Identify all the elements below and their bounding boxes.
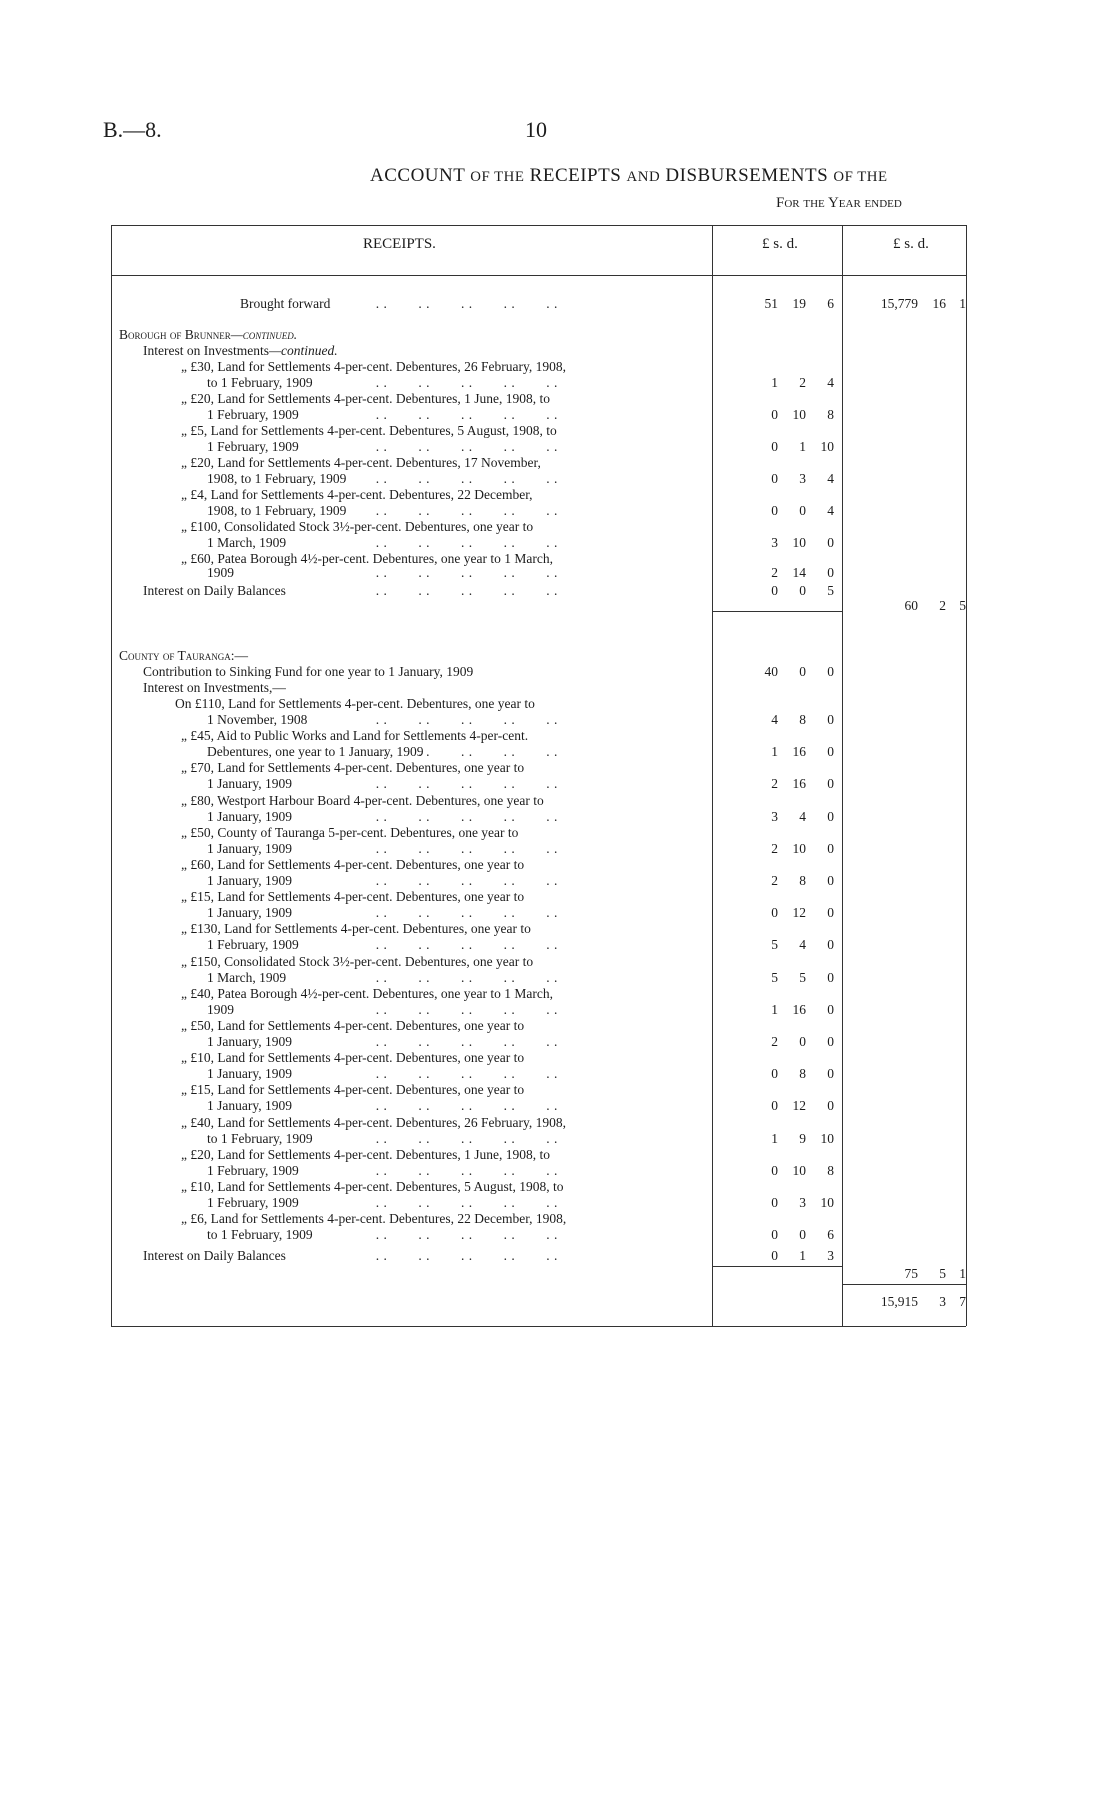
dot-leaders: . . . . . . . . . .: [368, 937, 558, 953]
pounds-value: 2: [771, 873, 778, 888]
shillings-value: 1: [799, 439, 806, 454]
investment-period: 1 January, 1909: [207, 1066, 292, 1082]
pounds-value: 2: [771, 1034, 778, 1049]
dot-leaders: . . . . . . . . . .: [368, 1227, 558, 1243]
dot-leaders: . . . . . . . . . .: [368, 503, 558, 518]
heading-and: AND: [626, 169, 661, 185]
amount-column-header: £ s. d.: [762, 236, 798, 252]
pence-value: 0: [827, 712, 834, 727]
header-rule: [111, 275, 966, 276]
shillings-value: 0: [799, 664, 806, 679]
shillings-value: 0: [799, 503, 806, 518]
brunner-item-line2: [0, 565, 1114, 581]
investment-period: 1 February, 1909: [207, 1162, 299, 1178]
shillings-value: 0: [799, 1034, 806, 1049]
pounds-value: 0: [771, 1195, 778, 1210]
tauranga-sinking-row: [0, 664, 1114, 680]
dot-leaders: . . . . . . . . . .: [368, 808, 558, 824]
brunner-interest-heading-row: [0, 343, 1114, 359]
tauranga-item-line1: [0, 921, 1114, 937]
dot-leaders: . . . . . . . . . .: [368, 1162, 558, 1178]
dot-leaders: . . . . . . . . . .: [368, 905, 558, 921]
brunner-item-line2: [0, 439, 1114, 455]
dot-leaders: . . . . . . . . . .: [368, 840, 558, 856]
investment-description: „ £6, Land for Settlements 4-per-cent. Debentures, 22 December, 1908,: [181, 1211, 567, 1227]
pence-value: 1: [959, 296, 966, 311]
shillings-value: 0: [799, 583, 806, 598]
pounds-value: 51: [764, 296, 778, 311]
tauranga-daily-row: [0, 1248, 1114, 1264]
investment-description: „ £5, Land for Settlements 4-per-cent. Debentures, 5 August, 1908, to: [181, 423, 557, 438]
pounds-value: 60: [904, 598, 918, 613]
investment-period: 1 January, 1909: [207, 808, 292, 824]
investment-period: 1 November, 1908: [207, 712, 308, 727]
dot-leaders: . . . . . . . . . .: [368, 712, 558, 727]
pounds-value: 0: [771, 439, 778, 454]
tauranga-item-line2: [0, 873, 1114, 889]
investment-description: „ £60, Land for Settlements 4-per-cent. Debentures, one year to: [181, 857, 525, 872]
dot-leaders: . . . . . . . . . .: [368, 565, 558, 580]
tauranga-item-line1: [0, 986, 1114, 1002]
tauranga-item-line2: [0, 1034, 1114, 1050]
pence-value: 0: [827, 905, 834, 921]
tauranga-sinking-label: Contribution to Sinking Fund for one year to 1 January, 1909: [143, 664, 474, 679]
tauranga-item-line2: [0, 905, 1114, 921]
tauranga-item-line2: [0, 1131, 1114, 1147]
brunner-title: Borough of Brunner—continued.: [119, 327, 298, 342]
dot-leaders: . . . . . . . . . .: [368, 776, 558, 792]
pounds-value: 0: [771, 503, 778, 518]
grand-total-row: [0, 1294, 1114, 1310]
brunner-item-line2: [0, 375, 1114, 391]
brunner-item-line2: [0, 471, 1114, 487]
investment-description: „ £10, Land for Settlements 4-per-cent. Debentures, one year to: [181, 1050, 525, 1066]
brunner-item-line1: [0, 359, 1114, 375]
shillings-value: 9: [799, 1130, 806, 1146]
brunner-daily-row: [0, 583, 1114, 599]
tauranga-item-line1: [0, 1211, 1114, 1227]
investment-description: „ £50, County of Tauranga 5-per-cent. Debentures, one year to: [181, 824, 519, 840]
tauranga-item-line2: [0, 1066, 1114, 1082]
pounds-value: 15,915: [880, 1294, 918, 1309]
pounds-value: 3: [771, 808, 778, 824]
investment-description: „ £15, Land for Settlements 4-per-cent. Debentures, one year to: [181, 1082, 525, 1098]
tauranga-item-line2: [0, 841, 1114, 857]
shillings-value: 5: [939, 1266, 946, 1281]
tauranga-title: County of Tauranga:—: [119, 648, 249, 663]
receipts-column-header: RECEIPTS.: [363, 236, 436, 252]
investment-period: 1 February, 1909: [207, 407, 299, 422]
tauranga-item-line2: [0, 744, 1114, 760]
heading-of-the: OF THE: [470, 169, 525, 185]
pence-value: 5: [959, 598, 966, 613]
shillings-value: 2: [939, 598, 946, 613]
shillings-value: 2: [799, 375, 806, 390]
tauranga-item-line2: [0, 937, 1114, 953]
pounds-value: 40: [764, 664, 778, 679]
dot-leaders: . . . . . . . . . .: [368, 1248, 558, 1263]
shillings-value: 14: [792, 565, 806, 580]
brought-forward-row: [0, 296, 1114, 312]
shillings-value: 19: [792, 296, 806, 311]
shillings-value: 8: [799, 873, 806, 888]
pounds-value: 15,779: [880, 296, 918, 311]
shillings-value: 10: [792, 407, 806, 422]
dot-leaders: . . . . . . . . . .: [368, 375, 558, 390]
investment-description: „ £80, Westport Harbour Board 4-per-cent. Debentures, one year to: [181, 792, 544, 808]
dot-leaders: . . . . . . . . . .: [368, 1098, 558, 1114]
tauranga-item-line2: [0, 1227, 1114, 1243]
shillings-value: 16: [932, 296, 946, 311]
table-bottom-rule: [111, 1326, 966, 1327]
dot-leaders: . . . . . . . . . .: [368, 1001, 558, 1017]
pence-value: 0: [827, 1098, 834, 1114]
page-reference: B.—8.: [103, 117, 162, 142]
pence-value: 0: [827, 969, 834, 985]
investment-description: „ £20, Land for Settlements 4-per-cent. Debentures, 1 June, 1908, to: [181, 391, 551, 406]
pounds-value: 0: [771, 1098, 778, 1114]
brunner-item-line1: [0, 487, 1114, 503]
shillings-value: 3: [799, 1195, 806, 1210]
tauranga-item-line1: [0, 696, 1114, 712]
shillings-value: 8: [799, 1066, 806, 1082]
investment-period: 1908, to 1 February, 1909: [207, 471, 347, 486]
tauranga-total-row: [0, 1266, 1114, 1282]
shillings-value: 10: [792, 535, 806, 550]
pounds-value: 4: [771, 712, 778, 727]
tauranga-item-line1: [0, 1018, 1114, 1034]
pounds-value: 3: [771, 535, 778, 550]
pence-value: 4: [827, 471, 834, 486]
pounds-value: 1: [771, 1001, 778, 1017]
tauranga-item-line1: [0, 1115, 1114, 1131]
investment-period: to 1 February, 1909: [207, 1227, 313, 1243]
investment-period: 1 January, 1909: [207, 1034, 292, 1049]
tauranga-title-suffix: :—: [230, 648, 249, 663]
tauranga-item-line1: [0, 1147, 1114, 1163]
pence-value: 10: [820, 439, 834, 454]
pence-value: 6: [827, 1227, 834, 1243]
shillings-value: 3: [939, 1294, 946, 1309]
investment-description: On £110, Land for Settlements 4-per-cent. Debentures, one year to: [175, 696, 535, 711]
pounds-value: 0: [771, 1066, 778, 1082]
pence-value: 0: [827, 937, 834, 953]
tauranga-item-line2: [0, 1195, 1114, 1211]
brunner-item-line1: [0, 391, 1114, 407]
pounds-value: 75: [904, 1266, 918, 1281]
account-subheading: For the Year ended: [776, 195, 902, 211]
tauranga-item-line2: [0, 1098, 1114, 1114]
brunner-item-line1: [0, 423, 1114, 439]
table-top-rule: [111, 225, 966, 226]
page-number: 10: [525, 117, 547, 142]
brunner-daily-label: Interest on Daily Balances: [143, 583, 286, 598]
brunner-item-line1: [0, 455, 1114, 471]
investment-description: „ £40, Land for Settlements 4-per-cent. Debentures, 26 February, 1908,: [181, 1114, 566, 1130]
pounds-value: 2: [771, 776, 778, 792]
investment-period: 1909: [207, 1001, 234, 1017]
brunner-continued: —continued.: [230, 327, 298, 342]
investment-description: „ £45, Aid to Public Works and Land for Settlements 4-per-cent.: [181, 728, 529, 744]
investment-period: 1 January, 1909: [207, 873, 292, 888]
pence-value: 0: [827, 535, 834, 550]
pence-value: 1: [959, 1266, 966, 1281]
investment-description: „ £150, Consolidated Stock 3½-per-cent. Debentures, one year to: [181, 953, 534, 969]
pounds-value: 2: [771, 840, 778, 856]
grand-total-rule: [842, 1284, 966, 1285]
shillings-value: 3: [799, 471, 806, 486]
pounds-value: 5: [771, 969, 778, 985]
tauranga-heading-row: [0, 648, 1114, 664]
investment-description: „ £70, Land for Settlements 4-per-cent. Debentures, one year to: [181, 760, 525, 776]
shillings-value: 4: [799, 937, 806, 953]
tauranga-item-line1: [0, 1050, 1114, 1066]
tauranga-item-line2: [0, 712, 1114, 728]
investment-period: 1909: [207, 565, 234, 580]
brunner-heading-row: [0, 327, 1114, 343]
tauranga-item-line1: [0, 825, 1114, 841]
investment-description: „ £20, Land for Settlements 4-per-cent. Debentures, 17 November,: [181, 455, 541, 470]
dot-leaders: . . . . . . . . . .: [368, 1195, 558, 1210]
tauranga-item-line1: [0, 1179, 1114, 1195]
tauranga-item-line2: [0, 1163, 1114, 1179]
tauranga-item-line1: [0, 760, 1114, 776]
tauranga-daily-label: Interest on Daily Balances: [143, 1248, 286, 1263]
tauranga-item-line1: [0, 793, 1114, 809]
brunner-interest-heading: Interest on Investments—continued.: [143, 343, 338, 358]
brought-forward-label: Brought forward: [240, 296, 331, 311]
pounds-value: 0: [771, 1248, 778, 1263]
tauranga-item-line2: [0, 809, 1114, 825]
pence-value: 0: [827, 565, 834, 580]
investment-description: „ £40, Patea Borough 4½-per-cent. Debentures, one year to 1 March,: [181, 985, 553, 1001]
heading-account: ACCOUNT: [370, 165, 465, 186]
pounds-value: 0: [771, 471, 778, 486]
tauranga-interest-heading-row: [0, 680, 1114, 696]
shillings-value: 10: [792, 840, 806, 856]
pence-value: 10: [820, 1195, 834, 1210]
dot-leaders: . . . . . . . . . .: [368, 1034, 558, 1049]
investment-period: 1 March, 1909: [207, 535, 287, 550]
investment-period: 1 January, 1909: [207, 905, 292, 921]
investment-period: 1 February, 1909: [207, 937, 299, 953]
total-column-header: £ s. d.: [893, 236, 929, 252]
brunner-item-line2: [0, 535, 1114, 551]
tauranga-item-line1: [0, 889, 1114, 905]
investment-period: to 1 February, 1909: [207, 375, 313, 390]
shillings-value: 16: [792, 1001, 806, 1017]
shillings-value: 12: [792, 1098, 806, 1114]
investment-period: to 1 February, 1909: [207, 1130, 313, 1146]
dot-leaders: . . . . . . . . . .: [368, 439, 558, 454]
pence-value: 0: [827, 873, 834, 888]
pence-value: 10: [820, 1130, 834, 1146]
investment-description: „ £50, Land for Settlements 4-per-cent. Debentures, one year to: [181, 1018, 525, 1033]
pence-value: 0: [827, 808, 834, 824]
shillings-value: 1: [799, 1248, 806, 1263]
pence-value: 0: [827, 664, 834, 679]
heading-receipts: RECEIPTS: [529, 165, 622, 186]
dot-leaders: . . . . . . . . . .: [368, 969, 558, 985]
dot-leaders: . . . . . . . . . .: [368, 296, 558, 311]
investment-period: 1 January, 1909: [207, 776, 292, 792]
shillings-value: 4: [799, 808, 806, 824]
pence-value: 8: [827, 407, 834, 422]
dot-leaders: . . . . . . . . . .: [368, 471, 558, 486]
pounds-value: 0: [771, 407, 778, 422]
investment-description: „ £130, Land for Settlements 4-per-cent. Debentures, one year to: [181, 921, 531, 937]
pounds-value: 5: [771, 937, 778, 953]
shillings-value: 10: [792, 1162, 806, 1178]
investment-description: „ £10, Land for Settlements 4-per-cent. Debentures, 5 August, 1908, to: [181, 1179, 564, 1194]
pence-value: 0: [827, 1001, 834, 1017]
heading-disbursements: DISBURSEMENTS: [665, 165, 829, 186]
shillings-value: 12: [792, 905, 806, 921]
pence-value: 4: [827, 375, 834, 390]
investment-period: 1 February, 1909: [207, 1195, 299, 1210]
investment-description: „ £15, Land for Settlements 4-per-cent. Debentures, one year to: [181, 889, 525, 905]
pence-value: 0: [827, 1034, 834, 1049]
pence-value: 0: [827, 840, 834, 856]
pounds-value: 0: [771, 905, 778, 921]
dot-leaders: . . . . . . . . . .: [368, 583, 558, 598]
tauranga-item-line1: [0, 954, 1114, 970]
shillings-value: 8: [799, 712, 806, 727]
pence-value: 8: [827, 1162, 834, 1178]
shillings-value: 16: [792, 776, 806, 792]
pounds-value: 0: [771, 1227, 778, 1243]
shillings-value: 5: [799, 969, 806, 985]
pence-value: 0: [827, 776, 834, 792]
dot-leaders: . . . . . . . . . .: [368, 535, 558, 550]
dot-leaders: . . . . . . . . . .: [368, 1130, 558, 1146]
dot-leaders: . . . . . . . . . .: [368, 744, 558, 760]
investment-description: „ £100, Consolidated Stock 3½-per-cent. Debentures, one year to: [181, 519, 534, 534]
brunner-total-row: [0, 598, 1114, 614]
pounds-value: 1: [771, 744, 778, 760]
tauranga-item-line2: [0, 970, 1114, 986]
dot-leaders: . . . . . . . . . .: [368, 873, 558, 888]
tauranga-interest-heading: Interest on Investments,—: [143, 680, 286, 695]
pence-value: 0: [827, 744, 834, 760]
tauranga-item-line1: [0, 857, 1114, 873]
investment-period: Debentures, one year to 1 January, 1909: [207, 744, 424, 760]
pounds-value: 1: [771, 1130, 778, 1146]
tauranga-item-line2: [0, 1002, 1114, 1018]
pence-value: 0: [827, 1066, 834, 1082]
investment-description: „ £4, Land for Settlements 4-per-cent. Debentures, 22 December,: [181, 487, 533, 502]
pence-value: 7: [959, 1294, 966, 1309]
pence-value: 4: [827, 503, 834, 518]
account-heading: [370, 165, 888, 187]
brunner-interest-continued: —continued.: [268, 343, 338, 358]
investment-period: 1 February, 1909: [207, 439, 299, 454]
investment-description: „ £20, Land for Settlements 4-per-cent. Debentures, 1 June, 1908, to: [181, 1146, 551, 1162]
pence-value: 6: [827, 296, 834, 311]
tauranga-item-line1: [0, 728, 1114, 744]
brunner-item-line2: [0, 407, 1114, 423]
investment-period: 1908, to 1 February, 1909: [207, 503, 347, 518]
brunner-item-line2: [0, 503, 1114, 519]
pounds-value: 1: [771, 375, 778, 390]
investment-description: „ £30, Land for Settlements 4-per-cent. Debentures, 26 February, 1908,: [181, 359, 566, 374]
shillings-value: 16: [792, 744, 806, 760]
pence-value: 5: [827, 583, 834, 598]
brunner-item-line1: [0, 519, 1114, 535]
pounds-value: 0: [771, 583, 778, 598]
investment-period: 1 March, 1909: [207, 969, 287, 985]
tauranga-item-line2: [0, 776, 1114, 792]
pounds-value: 2: [771, 565, 778, 580]
dot-leaders: . . . . . . . . . .: [368, 1066, 558, 1082]
pence-value: 3: [827, 1248, 834, 1263]
dot-leaders: . . . . . . . . . .: [368, 407, 558, 422]
pounds-value: 0: [771, 1162, 778, 1178]
heading-of-the-2: OF THE: [833, 169, 888, 185]
investment-description: „ £60, Patea Borough 4½-per-cent. Debentures, one year to 1 March,: [181, 551, 553, 566]
shillings-value: 0: [799, 1227, 806, 1243]
investment-period: 1 January, 1909: [207, 1098, 292, 1114]
tauranga-item-line1: [0, 1082, 1114, 1098]
investment-period: 1 January, 1909: [207, 840, 292, 856]
